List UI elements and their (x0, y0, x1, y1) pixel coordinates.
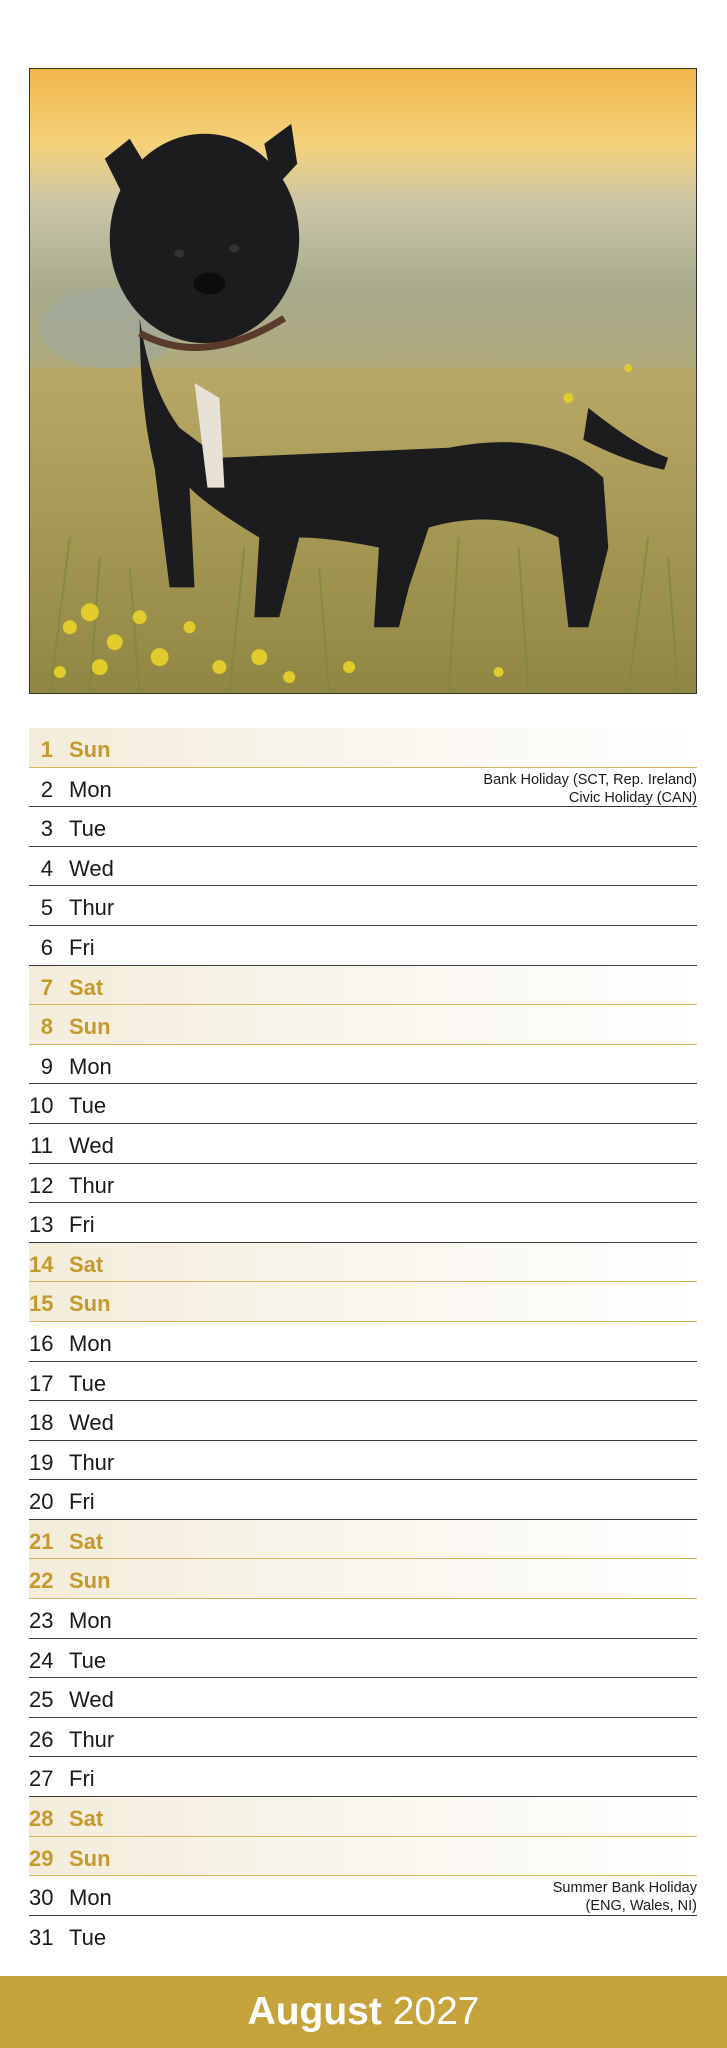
day-number: 2 (40, 776, 53, 802)
day-name: Mon (69, 1053, 112, 1079)
day-row (29, 926, 697, 966)
day-name: Thur (69, 1172, 115, 1198)
day-number: 28 (29, 1806, 54, 1832)
day-row (29, 1718, 697, 1758)
day-row (29, 1599, 697, 1639)
day-number: 1 (40, 737, 53, 762)
holiday-note-line: Civic Holiday (CAN) (568, 789, 697, 806)
day-number: 5 (40, 895, 53, 921)
day-row (29, 1401, 697, 1441)
day-row (29, 1480, 697, 1520)
day-row (29, 1916, 697, 1955)
day-number: 24 (29, 1647, 54, 1673)
day-name: Sat (69, 1251, 104, 1277)
day-name: Sun (69, 1291, 111, 1317)
day-row (29, 966, 697, 1006)
day-row (29, 768, 697, 808)
day-name: Fri (69, 934, 95, 960)
day-number: 9 (40, 1053, 53, 1079)
month-footer (0, 1976, 727, 2048)
day-name: Sun (69, 1014, 111, 1040)
day-number: 17 (29, 1370, 54, 1396)
day-name: Wed (69, 1687, 114, 1713)
year-label: 2027 (392, 1990, 480, 2033)
day-number: 19 (29, 1449, 54, 1475)
day-name: Wed (69, 855, 114, 881)
day-name: Mon (69, 776, 112, 802)
day-name: Mon (69, 1330, 112, 1356)
day-name: Thur (69, 895, 115, 921)
day-row (29, 1203, 697, 1243)
day-row (29, 807, 697, 847)
day-name: Tue (69, 1370, 107, 1396)
day-row (29, 1757, 697, 1797)
day-name: Fri (69, 1489, 95, 1515)
day-name: Mon (69, 1885, 112, 1911)
day-number: 16 (29, 1330, 54, 1356)
day-number: 12 (29, 1172, 54, 1198)
day-name: Fri (69, 1212, 95, 1238)
day-list (29, 728, 697, 1954)
day-row (29, 1005, 697, 1045)
day-row (29, 1322, 697, 1362)
day-row (29, 1045, 697, 1085)
day-number: 4 (40, 855, 53, 881)
day-row (29, 1362, 697, 1402)
day-row (29, 1639, 697, 1679)
day-row (29, 1084, 697, 1124)
day-number: 23 (29, 1608, 54, 1634)
day-number: 31 (29, 1924, 54, 1950)
day-number: 21 (29, 1528, 54, 1554)
day-number: 20 (29, 1489, 54, 1515)
day-row (29, 1520, 697, 1560)
day-number: 25 (29, 1687, 54, 1713)
day-name: Sat (69, 1806, 104, 1832)
day-number: 3 (40, 816, 53, 842)
day-number: 14 (29, 1251, 54, 1277)
day-name: Tue (69, 816, 107, 842)
month-label: August (247, 1990, 382, 2033)
day-row (29, 1678, 697, 1718)
day-row (29, 886, 697, 926)
day-name: Wed (69, 1132, 114, 1158)
day-row (29, 1441, 697, 1481)
day-name: Thur (69, 1449, 115, 1475)
day-number: 27 (29, 1766, 54, 1792)
day-number: 8 (40, 1014, 53, 1040)
day-name: Tue (69, 1647, 107, 1673)
holiday-note-line: Bank Holiday (SCT, Rep. Ireland) (483, 771, 697, 788)
calendar-photo (29, 68, 697, 694)
dog-photo-illustration (30, 69, 696, 693)
day-row (29, 847, 697, 887)
day-row (29, 1124, 697, 1164)
day-number: 26 (29, 1726, 54, 1752)
day-name: Tue (69, 1093, 107, 1119)
day-row (29, 1243, 697, 1283)
day-name: Fri (69, 1766, 95, 1792)
day-name: Sat (69, 974, 104, 1000)
day-name: Sat (69, 1528, 104, 1554)
day-name: Sun (69, 1568, 111, 1594)
day-name: Sun (69, 1845, 111, 1871)
day-number: 15 (29, 1291, 54, 1317)
day-number: 7 (40, 974, 53, 1000)
day-name: Sun (69, 737, 111, 762)
holiday-note-line: (ENG, Wales, NI) (585, 1898, 697, 1915)
day-row (29, 728, 697, 768)
holiday-note (553, 1879, 697, 1915)
day-row (29, 1164, 697, 1204)
day-name: Wed (69, 1410, 114, 1436)
day-number: 29 (29, 1845, 54, 1871)
holiday-note-line: Summer Bank Holiday (552, 1880, 697, 1897)
day-row (29, 1559, 697, 1599)
day-row (29, 1837, 697, 1877)
holiday-note (483, 771, 697, 807)
day-number: 10 (29, 1093, 54, 1119)
day-number: 11 (30, 1132, 53, 1158)
day-row (29, 1876, 697, 1916)
day-number: 22 (29, 1568, 54, 1594)
day-number: 6 (40, 934, 53, 960)
day-row (29, 1282, 697, 1322)
day-name: Mon (69, 1608, 112, 1634)
day-number: 13 (29, 1212, 54, 1238)
day-number: 30 (29, 1885, 54, 1911)
day-name: Tue (69, 1924, 107, 1950)
day-row (29, 1797, 697, 1837)
day-number: 18 (29, 1410, 54, 1436)
day-name: Thur (69, 1726, 115, 1752)
